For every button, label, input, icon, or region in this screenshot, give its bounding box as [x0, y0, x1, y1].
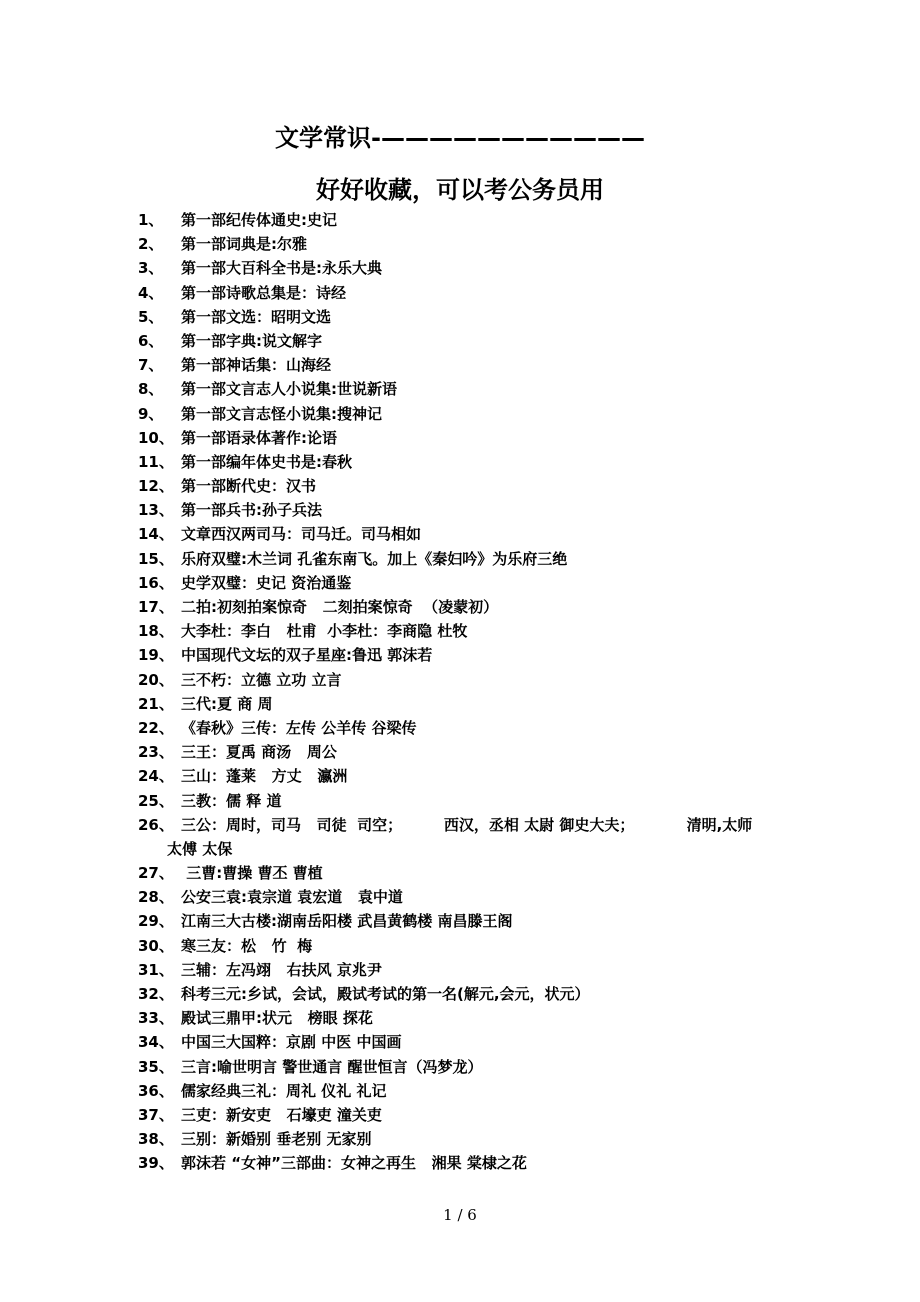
item-number: 35、: [138, 1057, 174, 1076]
item-text: 殿试三鼎甲:状元 榜眼 探花: [181, 1009, 373, 1028]
list-item: [138, 668, 818, 692]
list-item: [138, 474, 818, 498]
item-number: 7、: [138, 356, 164, 375]
item-number: 17、: [138, 598, 174, 616]
list-item: [138, 958, 818, 982]
item-text: 三言:喻世明言 警世通言 醒世恒言（冯梦龙）: [181, 1057, 483, 1076]
item-number: 32、: [138, 985, 174, 1004]
item-text: 第一部兵书:孙子兵法: [181, 501, 322, 520]
item-text-part: 清明,太师: [686, 815, 753, 834]
item-text: 中国三大国粹：京剧 中医 中国画: [181, 1033, 402, 1052]
list-item: [138, 861, 818, 885]
list-item: [138, 353, 818, 377]
item-number: 14、: [138, 525, 174, 544]
item-number: 24、: [138, 767, 174, 786]
list-item: [138, 1103, 818, 1127]
list-item: [138, 256, 818, 280]
item-text: 三王：夏禹 商汤 周公: [181, 743, 337, 762]
item-text: 乐府双璧:木兰词 孔雀东南飞。加上《秦妇吟》为乐府三绝: [181, 549, 568, 568]
item-number: 30、: [138, 936, 174, 955]
list-item: [138, 789, 818, 813]
item-text-part: 三公：周时，司马 司徒 司空；: [181, 815, 403, 834]
list-item: [138, 305, 818, 329]
list-item: [138, 498, 818, 522]
list-item: [138, 692, 818, 716]
list-item: [138, 402, 818, 426]
item-number: 29、: [138, 912, 174, 931]
list-item: [138, 329, 818, 353]
item-number: 28、: [138, 888, 174, 907]
list-item: [138, 426, 818, 450]
item-number: 11、: [138, 452, 174, 471]
item-number: 38、: [138, 1130, 174, 1149]
item-number: 9、: [138, 404, 164, 423]
item-text: 三曹:曹操 曹丕 曹植: [181, 864, 323, 883]
item-text: 儒家经典三礼：周礼 仪礼 礼记: [181, 1081, 387, 1100]
item-text: 二拍:初刻拍案惊奇 二刻拍案惊奇 （凌蒙初）: [181, 598, 499, 616]
item-text: 郭沫若 “女神”三部曲：女神之再生 湘果 棠棣之花: [181, 1154, 527, 1173]
list-item: [138, 982, 818, 1006]
item-text: 第一部语录体著作:论语: [181, 428, 337, 447]
list-item: [138, 909, 818, 933]
item-continuation: 太傅 太保: [167, 839, 233, 858]
item-text: 三教：儒 释 道: [181, 791, 282, 810]
item-number: 5、: [138, 307, 164, 326]
item-number: 37、: [138, 1105, 174, 1124]
item-text: 第一部文言志怪小说集:搜神记: [181, 404, 382, 423]
document-title: 文学常识-———————————: [275, 124, 645, 152]
item-text: 第一部诗歌总集是：诗经: [181, 283, 347, 302]
list-item: [138, 1006, 818, 1030]
item-text: 三别：新婚别 垂老别 无家别: [181, 1130, 372, 1149]
item-text: 第一部神话集：山海经: [181, 356, 332, 375]
item-text: 第一部文选：昭明文选: [181, 307, 332, 326]
item-text: 第一部字典:说文解字: [181, 331, 322, 350]
list-item: [138, 1151, 818, 1175]
item-text: 第一部大百科全书是:永乐大典: [181, 259, 382, 278]
list-item: [138, 740, 818, 764]
item-text: 江南三大古楼:湖南岳阳楼 武昌黄鹤楼 南昌滕王阁: [181, 912, 513, 931]
item-text: 三吏：新安吏 石壕吏 潼关吏: [181, 1105, 382, 1124]
list-item: [138, 450, 818, 474]
item-number: 18、: [138, 622, 174, 641]
item-text: 第一部文言志人小说集:世说新语: [181, 380, 398, 399]
item-number: 8、: [138, 380, 164, 399]
list-item: [138, 377, 818, 401]
item-number: 15、: [138, 549, 174, 568]
list-item: [138, 595, 818, 619]
list-item: [138, 281, 818, 305]
item-text: 文章西汉两司马：司马迁。司马相如: [181, 525, 422, 544]
list-item: [138, 571, 818, 595]
list-item: [138, 522, 818, 546]
item-number: 10、: [138, 428, 174, 447]
item-text: 第一部断代史：汉书: [181, 477, 317, 496]
list-item: [138, 232, 818, 256]
item-text: 大李杜：李白 杜甫 小李杜：李商隐 杜牧: [181, 622, 468, 641]
item-text: 第一部纪传体通史:史记: [181, 211, 337, 229]
knowledge-list: [138, 208, 818, 1176]
item-text: [181, 813, 791, 837]
item-text: 三山：蓬莱 方丈 瀛洲: [181, 767, 348, 786]
list-item: [138, 643, 818, 667]
item-text: 史学双璧：史记 资治通鉴: [181, 573, 352, 592]
item-text: 三不朽：立德 立功 立言: [181, 670, 342, 689]
item-number: 21、: [138, 694, 174, 713]
item-number: 13、: [138, 501, 174, 520]
item-text: 寒三友：松 竹 梅: [181, 936, 313, 955]
item-number: 39、: [138, 1154, 174, 1173]
list-item: [138, 934, 818, 958]
item-text: 公安三袁:袁宗道 袁宏道 袁中道: [181, 888, 403, 907]
item-number: 12、: [138, 477, 174, 496]
list-item: [138, 1079, 818, 1103]
item-text: 三辅：左冯翊 右扶风 京兆尹: [181, 960, 382, 979]
item-text: 科考三元:乡试，会试，殿试考试的第一名(解元,会元，状元）: [181, 985, 590, 1004]
list-item: [138, 547, 818, 571]
item-number: 16、: [138, 573, 174, 592]
document-subtitle: 好好收藏，可以考公务员用: [316, 176, 604, 204]
list-item: [138, 716, 818, 740]
item-text: 《春秋》三传：左传 公羊传 谷梁传: [181, 718, 417, 737]
item-number: 20、: [138, 670, 174, 689]
item-number: 23、: [138, 743, 174, 762]
item-number: 1、: [138, 211, 164, 229]
item-text: 第一部词典是:尔雅: [181, 235, 307, 254]
item-number: 31、: [138, 960, 174, 979]
item-number: 6、: [138, 331, 164, 350]
list-item: [138, 813, 818, 861]
list-item: [138, 885, 818, 909]
page-number: 1 / 6: [443, 1206, 477, 1224]
item-text: 中国现代文坛的双子星座:鲁迅 郭沫若: [181, 646, 433, 665]
item-number: 19、: [138, 646, 174, 665]
list-item: [138, 764, 818, 788]
item-number: 26、: [138, 815, 174, 834]
item-number: 36、: [138, 1081, 174, 1100]
item-number: 4、: [138, 283, 164, 302]
item-number: 25、: [138, 791, 174, 810]
list-item: [138, 1127, 818, 1151]
list-item: [138, 1030, 818, 1054]
item-number: 27、: [138, 864, 174, 883]
item-number: 33、: [138, 1009, 174, 1028]
item-text-part: 西汉，丞相 太尉 御史大夫；: [443, 815, 635, 834]
item-text: 第一部编年体史书是:春秋: [181, 452, 352, 471]
list-item: [138, 208, 818, 232]
item-number: 3、: [138, 259, 164, 278]
item-number: 34、: [138, 1033, 174, 1052]
item-number: 22、: [138, 718, 174, 737]
item-number: 2、: [138, 235, 164, 254]
list-item: [138, 1055, 818, 1079]
list-item: [138, 619, 818, 643]
item-text: 三代:夏 商 周: [181, 694, 273, 713]
